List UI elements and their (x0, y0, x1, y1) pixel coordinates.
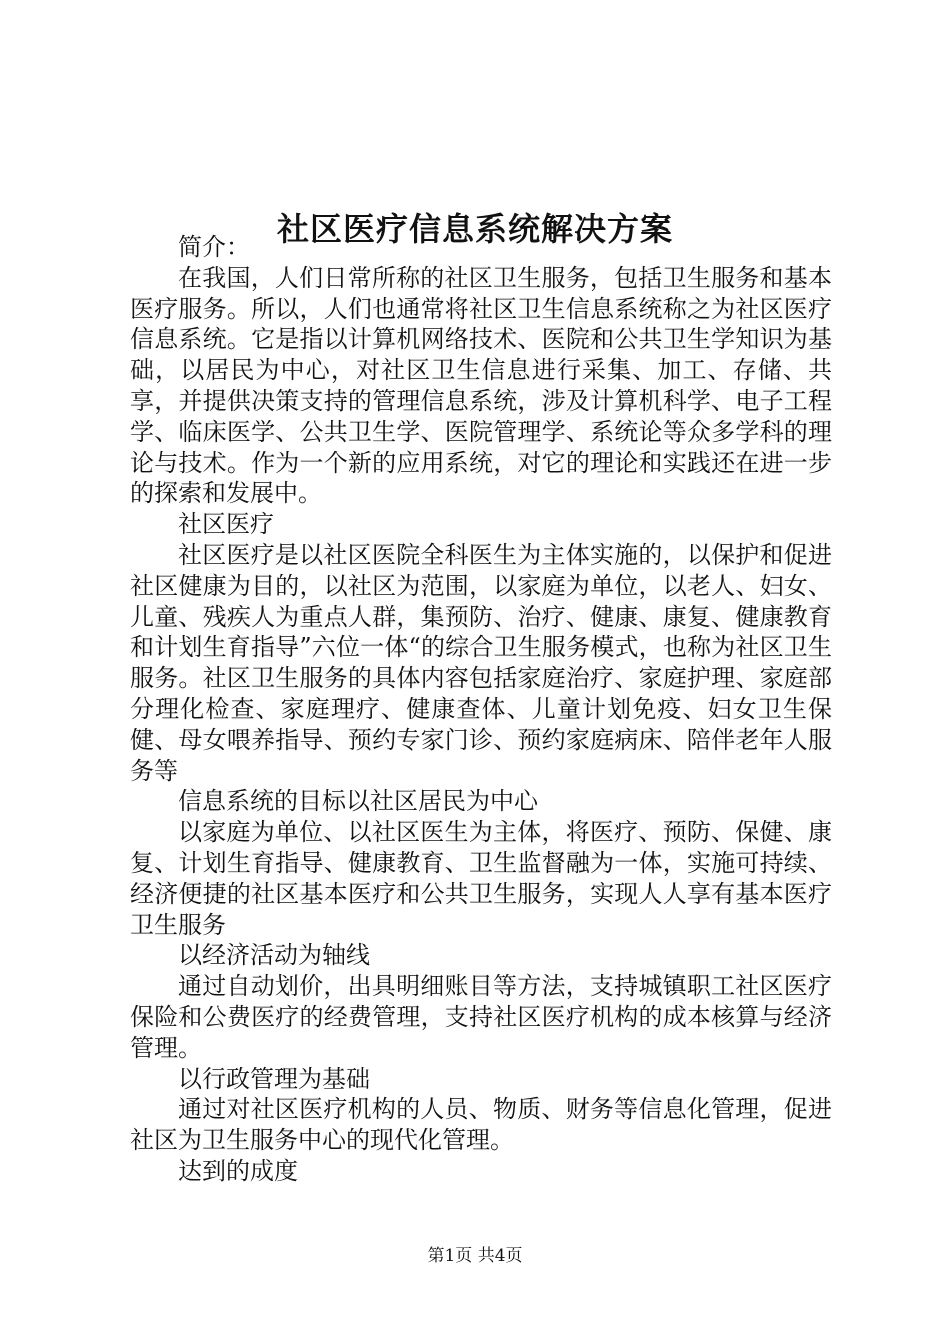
paragraph-community-heading: 社区医疗 (178, 510, 274, 539)
paragraph-goal: 以家庭为单位、以社区医生为主体，将医疗、预防、保健、康复、计划生育指导、健康教育、卫生监督融为一体，实施可持续、经济便捷的社区基本医疗和公共卫生服务，实现人人享有基本医疗卫生服务 (130, 818, 832, 939)
document-body (130, 232, 832, 1187)
paragraph-outcome-heading: 达到的成度 (178, 1156, 298, 1185)
paragraph-goal-heading: 信息系统的目标以社区居民为中心 (178, 787, 538, 816)
paragraph-admin-heading: 以行政管理为基础 (178, 1064, 370, 1093)
paragraph-community: 社区医疗是以社区医院全科医生为主体实施的，以保护和促进社区健康为目的，以社区为范围，以家庭为单位，以老人、妇女、儿童、残疾人为重点人群，集预防、治疗、健康、康复、健康教育和计划生育指导”六位一体“的综合卫生服务模式，也称为社区卫生服务。社区卫生服务的具体内容包括家庭治疗、家庭护理、家庭部分理化检查、家庭理疗、健康查体、儿童计划免疫、妇女卫生保健、母女喂养指导、预约专家门诊、预约家庭病床、陪伴老年人服务等 (130, 540, 832, 785)
page-footer: 第1页 共4页 (427, 1246, 523, 1266)
paragraph-economy: 通过自动划价，出具明细账目等方法，支持城镇职工社区医疗保险和公费医疗的经费管理，支持社区医疗机构的成本核算与经济管理。 (130, 972, 832, 1062)
paragraph-intro: 在我国，人们日常所称的社区卫生服务，包括卫生服务和基本医疗服务。所以，人们也通常将社区卫生信息系统称之为社区医疗信息系统。它是指以计算机网络技术、医院和公共卫生学知识为基础，以居民为中心，对社区卫生信息进行采集、加工、存储、共享，并提供决策支持的管理信息系统，涉及计算机科学、电子工程学、临床医学、公共卫生学、医院管理学、系统论等众多学科的理论与技术。作为一个新的应用系统，对它的理论和实践还在进一步的探索和发展中。 (130, 263, 832, 508)
paragraph-intro-heading: 简介： (178, 233, 250, 261)
document-title: 社区医疗信息系统解决方案 (276, 210, 673, 249)
paragraph-economy-heading: 以经济活动为轴线 (178, 941, 370, 970)
paragraph-admin: 通过对社区医疗机构的人员、物质、财务等信息化管理，促进社区为卫生服务中心的现代化管理。 (130, 1095, 832, 1155)
